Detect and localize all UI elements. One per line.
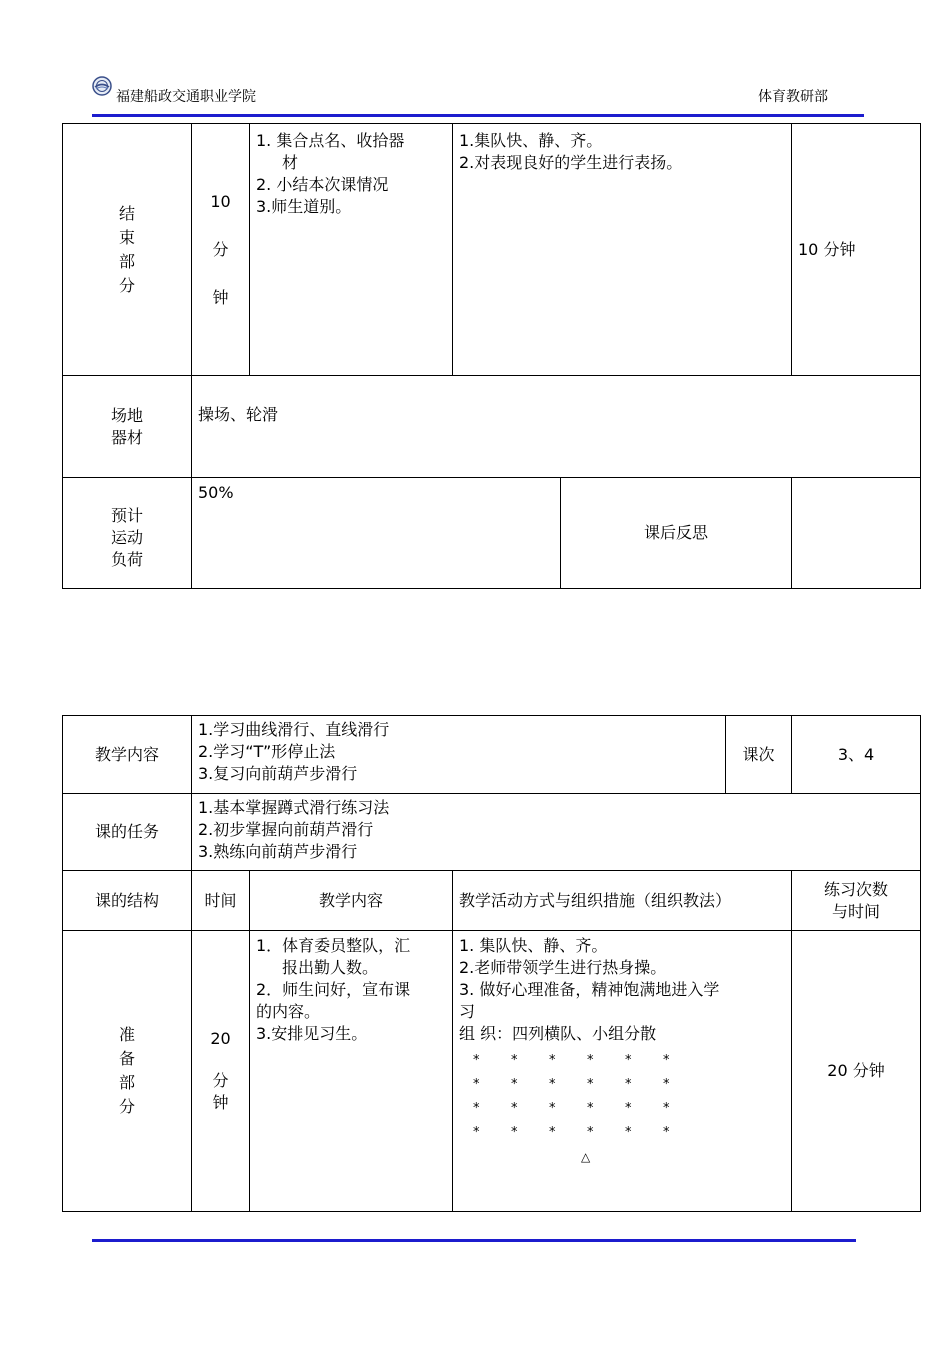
venue-value-cell bbox=[192, 376, 921, 478]
header-content-text: 教学内容 bbox=[318, 890, 383, 910]
load-label: 预计 bbox=[110, 506, 143, 525]
content-label: 教学内容 bbox=[94, 744, 159, 764]
content-value-cell bbox=[192, 716, 726, 794]
student-marker: * bbox=[549, 1101, 556, 1116]
student-marker: * bbox=[473, 1125, 480, 1140]
prep-content-line: 报出勤人数。 bbox=[282, 958, 379, 977]
load-row bbox=[63, 478, 921, 589]
student-marker: * bbox=[663, 1125, 670, 1140]
venue-row bbox=[63, 376, 921, 478]
end-section-row bbox=[63, 124, 921, 376]
student-marker: * bbox=[587, 1053, 594, 1068]
header-reps-text: 练习次数 bbox=[823, 879, 888, 899]
student-marker: * bbox=[511, 1101, 518, 1116]
header-method bbox=[453, 871, 792, 931]
prep-section-label: 准备部分 bbox=[118, 1025, 135, 1116]
venue-label-cell bbox=[63, 376, 192, 478]
lesson-no-value: 3、4 bbox=[837, 744, 875, 764]
prep-label-cell bbox=[63, 931, 192, 1212]
formation-row bbox=[473, 1121, 785, 1145]
student-marker: * bbox=[663, 1077, 670, 1092]
end-time-value: 10 bbox=[210, 191, 231, 211]
student-marker: * bbox=[663, 1101, 670, 1116]
student-marker: * bbox=[473, 1101, 480, 1116]
header-structure-text: 课的结构 bbox=[94, 890, 159, 910]
student-marker: * bbox=[473, 1077, 480, 1092]
header-reps bbox=[792, 871, 921, 931]
end-section-content-cell bbox=[250, 124, 453, 376]
reflection-value-cell bbox=[792, 478, 921, 589]
content-line: 1.学习曲线滑行、直线滑行 bbox=[198, 720, 390, 739]
student-marker: * bbox=[549, 1053, 556, 1068]
end-section-time-cell bbox=[192, 124, 250, 376]
task-row bbox=[63, 794, 921, 871]
end-duration: 10 分钟 bbox=[798, 239, 856, 259]
prep-time-value: 20 bbox=[210, 1029, 231, 1048]
venue-label: 器材 bbox=[110, 427, 143, 447]
student-marker: * bbox=[587, 1077, 594, 1092]
load-label: 运动 bbox=[110, 528, 143, 547]
header-reps-text: 与时间 bbox=[831, 901, 880, 921]
student-marker: * bbox=[549, 1077, 556, 1092]
footer-rule bbox=[92, 1239, 856, 1242]
end-section-label: 结束部分 bbox=[118, 203, 135, 295]
student-marker: * bbox=[663, 1053, 670, 1068]
prep-activity-line: 1. 集队快、静、齐。 bbox=[459, 936, 608, 955]
header-time bbox=[192, 871, 250, 931]
end-section-duration-cell bbox=[792, 124, 921, 376]
student-marker: * bbox=[587, 1125, 594, 1140]
formation-diagram bbox=[473, 1049, 785, 1170]
end-content-line: 材 bbox=[282, 153, 299, 172]
header-content bbox=[250, 871, 453, 931]
lesson-no-label: 课次 bbox=[742, 744, 775, 764]
student-marker: * bbox=[625, 1101, 632, 1116]
end-content-line: 3.师生道别。 bbox=[256, 197, 352, 216]
end-section-activities-cell bbox=[453, 124, 792, 376]
prep-duration-cell bbox=[792, 931, 921, 1212]
venue-value: 操场、轮滑 bbox=[198, 405, 279, 424]
header-method-text: 教学活动方式与组织措施（组织教法） bbox=[459, 890, 732, 910]
header-rule bbox=[92, 114, 864, 117]
college-emblem-icon bbox=[92, 76, 112, 96]
column-header-row bbox=[63, 871, 921, 931]
reflection-label: 课后反思 bbox=[643, 523, 708, 542]
load-label-cell bbox=[63, 478, 192, 589]
lesson-no-cell bbox=[792, 716, 921, 794]
prep-content-cell bbox=[250, 931, 453, 1212]
prep-section-row bbox=[63, 931, 921, 1212]
student-marker: * bbox=[625, 1077, 632, 1092]
student-marker: * bbox=[549, 1125, 556, 1140]
student-marker: * bbox=[511, 1125, 518, 1140]
department-name: 体育教研部 bbox=[758, 89, 828, 105]
prep-duration: 20 分钟 bbox=[827, 1061, 885, 1080]
end-time-unit-1: 分 bbox=[212, 239, 229, 259]
formation-row bbox=[473, 1097, 785, 1121]
end-activity-line: 1.集队快、静、齐。 bbox=[459, 131, 603, 150]
load-label: 负荷 bbox=[110, 550, 143, 569]
prep-activity-line: 习 bbox=[459, 1002, 476, 1021]
prep-activity-line: 组 织：四列横队、小组分散 bbox=[459, 1024, 657, 1043]
task-line: 3.熟练向前葫芦步滑行 bbox=[198, 842, 358, 861]
end-content-line: 2. 小结本次课情况 bbox=[256, 175, 389, 194]
end-content-line: 1. 集合点名、收拾器 bbox=[256, 131, 405, 150]
student-marker: * bbox=[511, 1053, 518, 1068]
task-value-cell bbox=[192, 794, 921, 871]
prep-content-line: 的内容。 bbox=[256, 1002, 321, 1021]
content-line: 3.复习向前葫芦步滑行 bbox=[198, 764, 358, 783]
end-time-unit-2: 钟 bbox=[212, 287, 229, 307]
prep-content-line: 1．体育委员整队，汇 bbox=[256, 936, 411, 955]
load-value: 50% bbox=[198, 483, 234, 502]
prep-time-cell bbox=[192, 931, 250, 1212]
prep-activity-line: 2.老师带领学生进行热身操。 bbox=[459, 958, 667, 977]
end-section-label-cell bbox=[63, 124, 192, 376]
student-marker: * bbox=[625, 1125, 632, 1140]
end-activity-line: 2.对表现良好的学生进行表扬。 bbox=[459, 153, 683, 172]
header-structure bbox=[63, 871, 192, 931]
prep-time-unit-2: 钟 bbox=[212, 1093, 229, 1112]
lesson-no-label-cell bbox=[726, 716, 792, 794]
task-line: 2.初步掌握向前葫芦滑行 bbox=[198, 820, 374, 839]
lesson-plan-table-continued bbox=[62, 123, 921, 589]
lesson-plan-table bbox=[62, 715, 921, 1212]
prep-activity-line: 3. 做好心理准备，精神饱满地进入学 bbox=[459, 980, 720, 999]
content-line: 2.学习“T”形停止法 bbox=[198, 742, 336, 761]
formation-row bbox=[473, 1049, 785, 1073]
institution-name: 福建船政交通职业学院 bbox=[116, 89, 256, 105]
prep-time-unit-1: 分 bbox=[212, 1071, 229, 1090]
prep-content-line: 3.安排见习生。 bbox=[256, 1024, 368, 1043]
prep-content-line: 2．师生问好，宣布课 bbox=[256, 980, 411, 999]
header-time-text: 时间 bbox=[204, 890, 237, 910]
content-row bbox=[63, 716, 921, 794]
task-label: 课的任务 bbox=[94, 822, 159, 841]
student-marker: * bbox=[625, 1053, 632, 1068]
content-label-cell bbox=[63, 716, 192, 794]
load-value-cell bbox=[192, 478, 561, 589]
task-line: 1.基本掌握蹲式滑行练习法 bbox=[198, 798, 390, 817]
student-marker: * bbox=[473, 1053, 480, 1068]
reflection-label-cell bbox=[561, 478, 792, 589]
student-marker: * bbox=[587, 1101, 594, 1116]
teacher-marker: △ bbox=[581, 1150, 591, 1164]
task-label-cell bbox=[63, 794, 192, 871]
venue-label: 场地 bbox=[110, 405, 143, 425]
prep-activities-cell bbox=[453, 931, 792, 1212]
formation-row bbox=[473, 1073, 785, 1097]
student-marker: * bbox=[511, 1077, 518, 1092]
